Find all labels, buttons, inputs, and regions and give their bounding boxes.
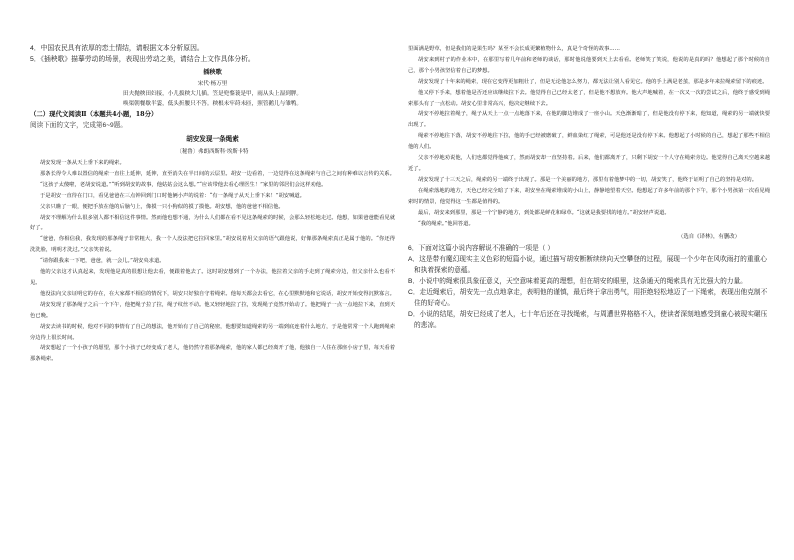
- poem-author: 宋代·杨万里: [197, 81, 228, 87]
- article-paragraph: 他没法向父亲证明它的存在，在大家都不相信的情况下，胡安只好独自守着绳索。他每天都会去看它，在心里默默地和它说话，胡安开始变得沉默寡言。: [40, 290, 395, 297]
- article-paragraph: 里面满是野草，但是我们的是果生吗？某至不会长成更繁植物什么，真是个奇怪的故事……: [408, 46, 620, 52]
- reading-instruction: 阅读下面的文字，完成第6~9题。: [30, 122, 127, 129]
- question-6-stem: 6．下面对这篇小说内容解说不准确的一项是（ ）: [408, 245, 555, 253]
- article-paragraph: 胡安发现一条从天上垂下来的绳索。: [40, 160, 125, 166]
- article-paragraph: “这孩子太傻啦，老胡安说道。”“听到胡安的故事，他姑姑会这么想。”“应该带他去看心理医生！”家里的邻居们会这样劝他。: [40, 181, 327, 188]
- option-b: B．小说中的绳索很具象征意义，天空意味着更高的理想，但在胡安的眼里，这条通天的绳索具有无比强大的力量。: [408, 278, 747, 286]
- article-paragraph: “我的绳索。”他回答道。: [418, 220, 474, 227]
- option-a: A．这是带有魔幻现实主义色彩的短篇小说，通过描写胡安断断续续向天空攀登的过程，展现一个少年在风吹雨打的重重心和执着探索的意蕴。: [408, 256, 767, 275]
- article-paragraph: 于是胡安一直待在门口，看见爸爸在三点钟回到门口时他俩小声的说着：“有一条绳子从天上垂下来！”胡安喊道。: [40, 192, 305, 199]
- article-paragraph: 父亲只瞧了一眼，便把手放在他的后脑勺上，像摸一只小狗似的摸了摸他。胡安想，他的爸爸不相信他。: [40, 203, 284, 210]
- poem-title: 插秧歌: [203, 69, 222, 76]
- question-5: 5．《插秧歌》描摹劳动的场景，表现出劳动之美，请结合上文作具体分析。: [30, 55, 255, 63]
- article-source: （选自《译林》，有删改）: [678, 234, 740, 241]
- article-paragraph: 那条长得令人难以置信的绳索一直往上延伸，延伸，直至消失在半日间的云层里。胡安一边看着，一边觉得在这条绳索与自己之间有种难以言传的关系。: [40, 170, 395, 177]
- article-paragraph: 在绳索落地的地方，天色已经完全暗了下来，胡安坐在绳索堆成的小山上，静静地望着天空。他想起了许多年前的那个下午，那个小男孩第一次看见绳索时的情景，他觉得这一生都是值得的。: [408, 187, 770, 205]
- article-paragraph: 父亲不停地劝说他，人们也都觉得他疯了，然而胡安却一直坚持着。后来，他们都离开了，只剩下胡安一个人守在绳索旁边。他觉得自己离天空越来越近了。: [408, 155, 770, 172]
- article-paragraph: 胡安发现了十三天之后，绳索的另一端终于出现了。那是一个美丽的地方，那里有着他梦中的一切，胡安笑了，他终于证明了自己的坚持是对的。: [418, 176, 758, 183]
- article-author: 〔秘鲁〕弗朗西斯科·埃斯卡特: [176, 149, 249, 155]
- section-heading: （二）现代文阅读Ⅱ（本题共4小题，18分）: [30, 110, 158, 118]
- article-paragraph: 胡安发现了那条绳子之后一个下午，他把绳子拉了拉，绳子纹丝不动。他又轻轻地拉了拉，发现绳子竟然开始动了。他把绳子一点一点地拉下来，直到天色已晚。: [30, 301, 395, 319]
- article-paragraph: “请你跟我来一下吧，爸爸，就一会儿。”胡安央求道。: [40, 258, 165, 265]
- article-title: 胡安发现一条绳索: [186, 135, 239, 143]
- poem-line: 唤渠朝餐歇半霎，低头折腰只不答。秧根未牢莳未匝，照管鹅儿与雏鸭。: [122, 101, 302, 107]
- question-4: 4．中国农民具有浓厚的恋土情结，请根据文本分析原因。: [30, 45, 204, 52]
- article-paragraph: 胡安发现了十年来的绳索，现在它变得更加粗壮了，但是无论他怎么努力，都无法让别人看见它。他的手上满是老茧，那是多年来拉绳索留下的痕迹。: [418, 78, 768, 85]
- option-c: C．走近绳索后，胡安先一点点地拿走，表明他的谨慎，最后终于拿出勇气，用拒绝轻松地迈了一下绳索，表现出他克制不住的好奇心。: [408, 289, 768, 308]
- article-paragraph: 最后，胡安来到那里，那是一个宁静的地方，到处都是鲜花和绿草。“这就是我要找的地方。”胡安轻声说道。: [418, 209, 670, 216]
- left-column: [30, 44, 395, 365]
- option-d: D．小说的结尾，胡安已经成了老人，七十年后还在寻找绳索，与周遭世界格格不入，使读者深刻地感受到童心被现实碾压的悲凉。: [408, 311, 768, 330]
- poem-line: 田夫抛秧田妇接，小儿拔秧大儿插。笠是兜鍪蓑是甲，雨从头上湿到胛。: [122, 91, 302, 97]
- article-paragraph: 胡安不理解为什么很多别人都不相信这件事情。然而他也想不通，为什么人们都在看不见这条绳索的时候，会那么轻松地走过。他想，如果爸爸能看见就好了。: [30, 214, 395, 232]
- article-paragraph: 胡安去读书的时候，他对不同的事情有了自己的想法，他开始有了自己的秘密，他想要知道绳索的另一端到底连着什么地方，于是他常常一个人跑到绳索旁边待上很长时间。: [30, 323, 395, 341]
- article-paragraph: 绳索不停地往下落，胡安不停地往下拉，他的手已经被磨破了，鲜血染红了绳索，可是他还是没有停下来。他想起了小时候的自己，想起了那些不相信他的人们。: [408, 133, 770, 151]
- article-paragraph: “爸爸，你相信我，我发现的那条绳子非常粗大，我一个人没法把它拉回家里。”胡安说着用父亲的语气跟他说，好像那条绳索真正是属于他的。“你还得洗洗脸，明明才洗过。”父亲笑着说。: [30, 236, 395, 254]
- article-paragraph: 他的父亲这才认真起来，发现他是真的很想让他去看，便跟着他去了。这时胡安想到了一个办法，他拉着父亲的手走到了绳索旁边，但父亲什么也看不见。: [30, 269, 395, 286]
- article-paragraph: 胡安来到村子的作业本中，在那里写着几年前和老师的谈话，那时他说他要到天上去看看。老师笑了笑说，他说的是真的吗？他想起了那个时候的自己，那个小男孩坚信着自己的梦想。: [408, 56, 770, 74]
- article-paragraph: 胡安想起了一个小孩子的愿望，那个小孩子已经变成了老人，他仍然守着那条绳索，他的家人都已经离开了他，他独自一人住在那座小房子里，每天看着那条绳索。: [30, 345, 395, 363]
- article-paragraph: 他又停下手来，想着他是否还应该继续拉下去。他觉得自己已经太老了，但是他不想放弃。他大声地喊着，在一次又一次的尝试之后，他终于感受到绳索那头有了一点松动。胡安心里非常高兴，他决定继续下去。: [408, 89, 770, 107]
- article-paragraph: 胡安不停地拉着绳子，绳子从天上一点一点地落下来，在他的脚边堆成了一座小山。天色渐渐暗了，但是他没有停下来，他知道，绳索的另一端就快要出现了。: [408, 111, 770, 129]
- right-column: [408, 44, 770, 331]
